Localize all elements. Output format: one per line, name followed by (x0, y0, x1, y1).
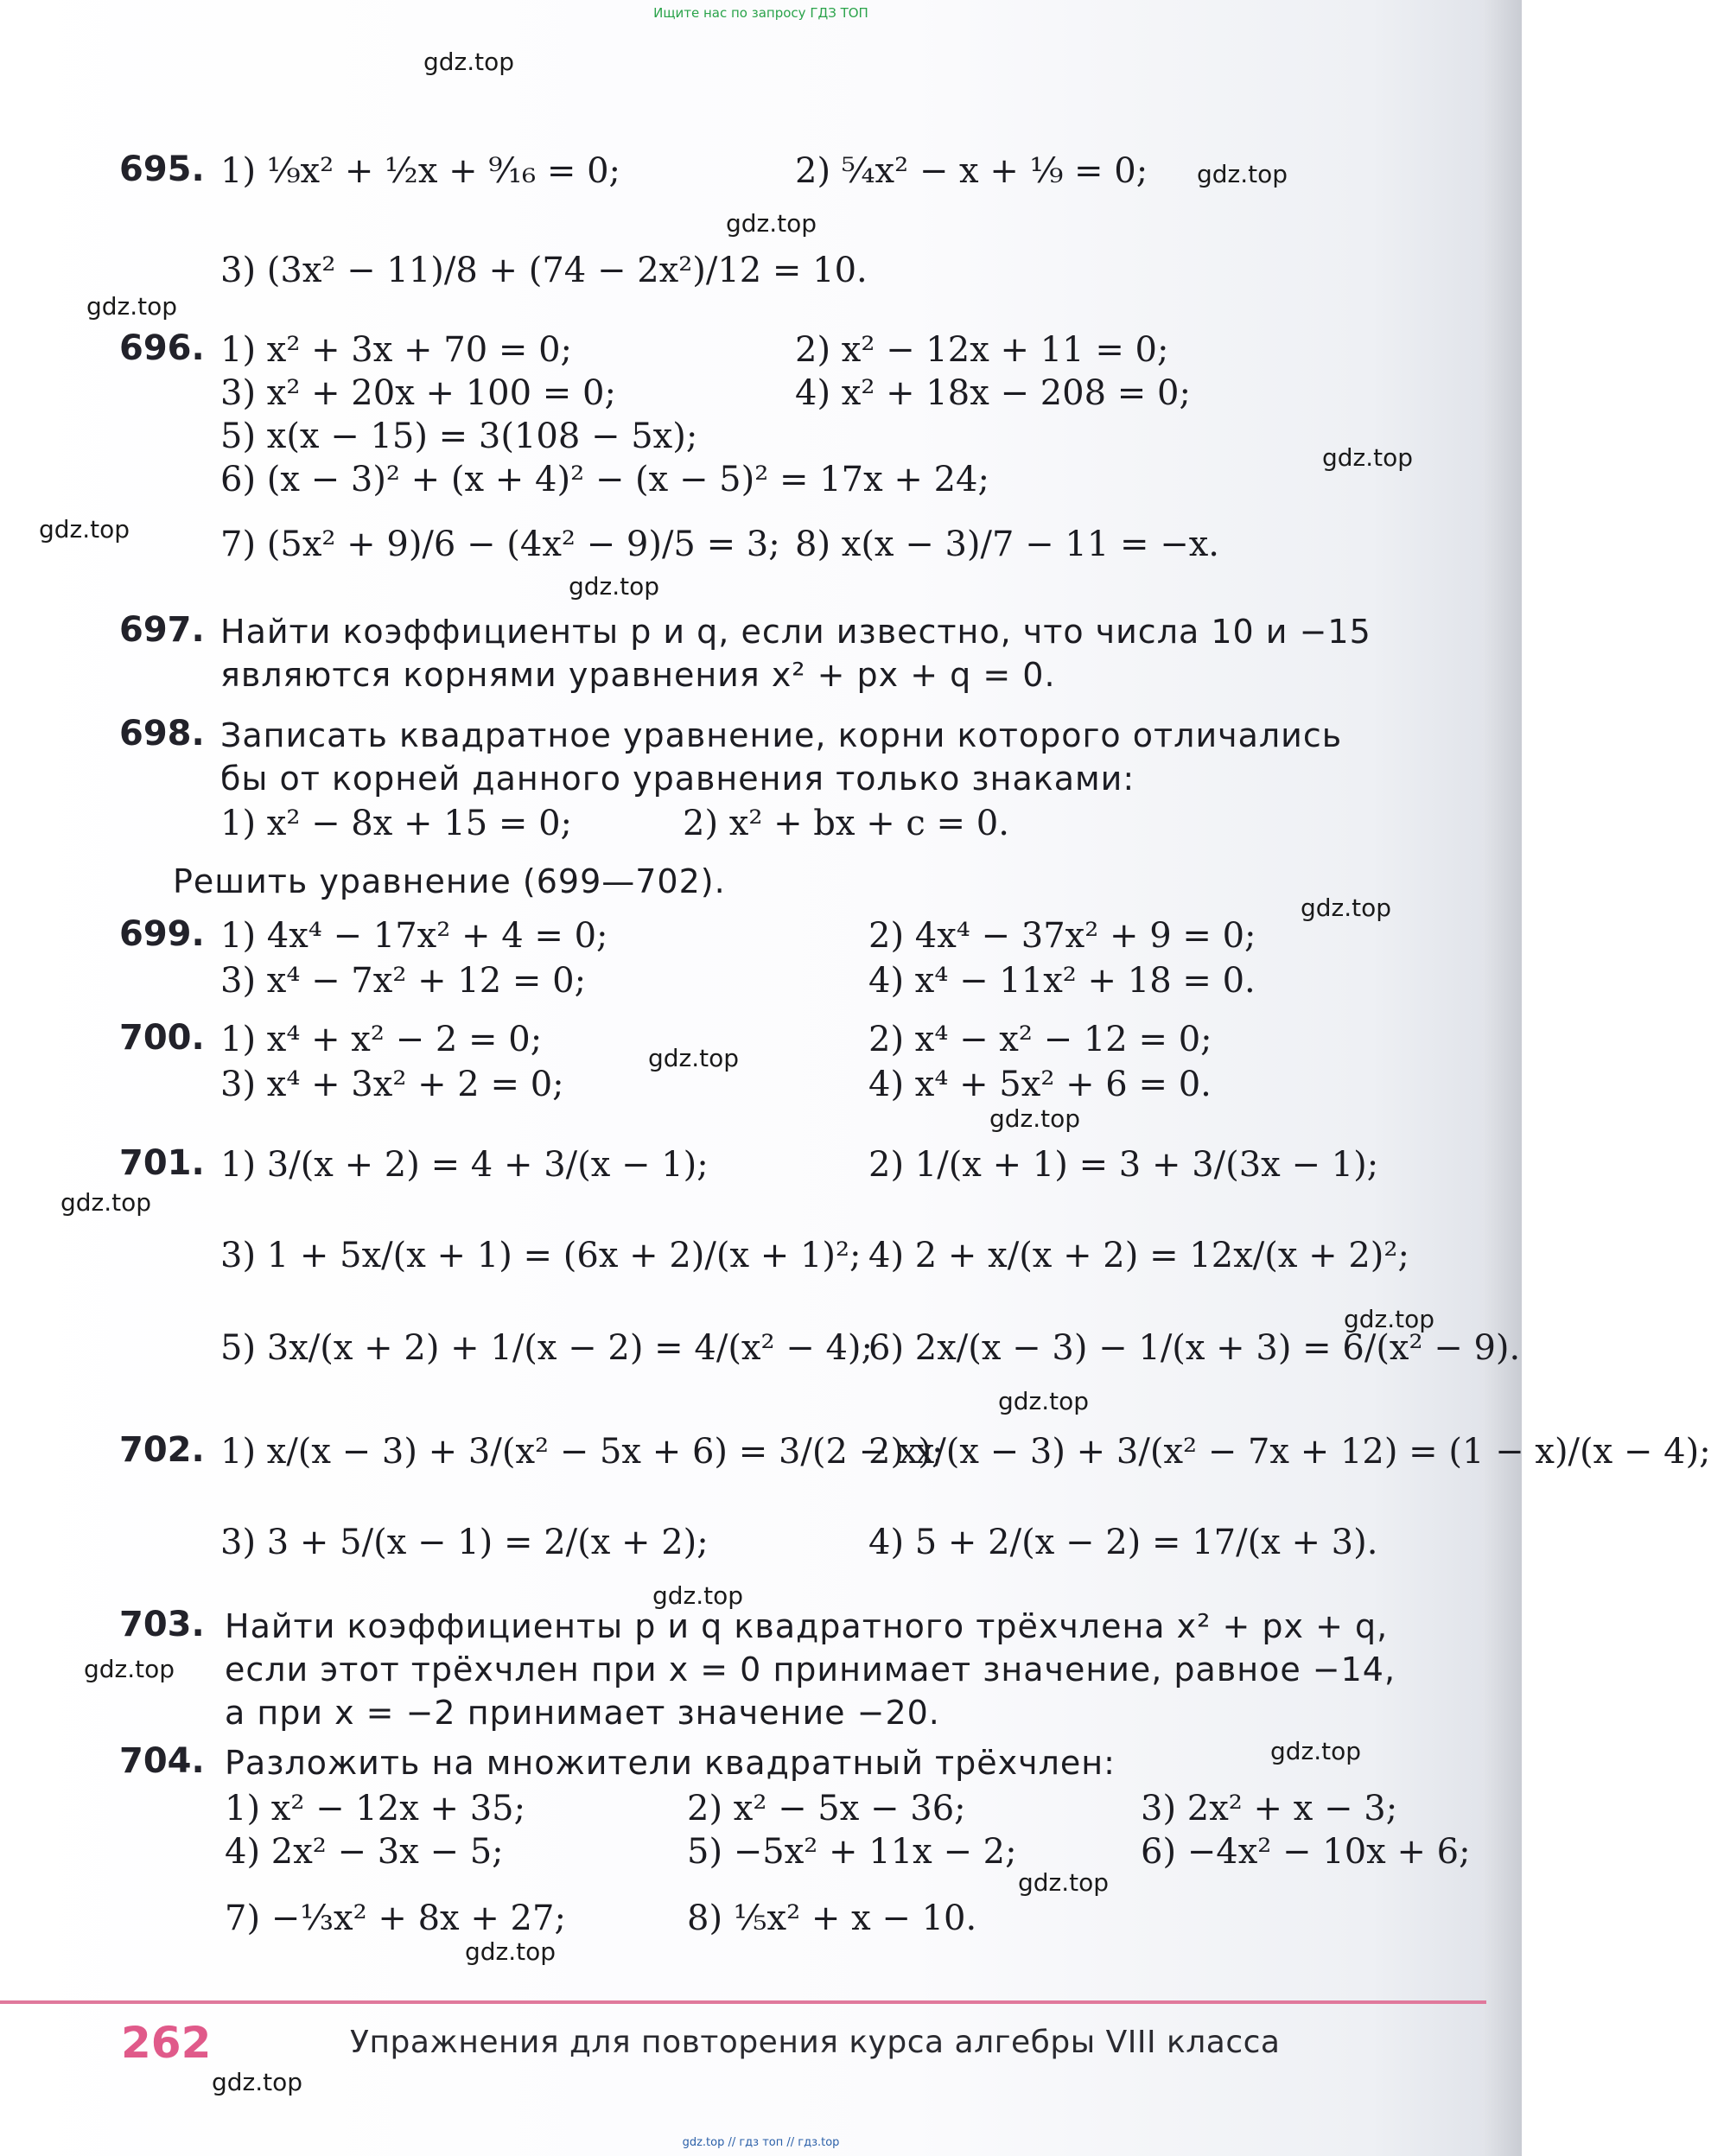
exercise-number: 703. (119, 1605, 205, 1644)
equation: 6) −4x² − 10x + 6; (1141, 1832, 1471, 1872)
watermark: gdz.top (989, 1104, 1081, 1133)
problem-text: а при x = −2 принимает значение −20. (225, 1694, 940, 1732)
exercise-number: 701. (119, 1143, 205, 1183)
watermark: gdz.top (726, 209, 817, 238)
watermark: gdz.top (423, 48, 515, 76)
problem-text: бы от корней данного уравнения только знаками: (220, 760, 1135, 798)
equation: 4) 5 + 2/(x − 2) = 17/(x + 3). (868, 1523, 1378, 1562)
equation: 5) −5x² + 11x − 2; (687, 1832, 1017, 1872)
watermark: gdz.top (1197, 160, 1288, 188)
equation: 1) 3/(x + 2) = 4 + 3/(x − 1); (220, 1145, 709, 1185)
watermark: gdz.top (1270, 1737, 1362, 1765)
watermark: gdz.top (1322, 443, 1414, 472)
equation: 1) x² − 12x + 35; (225, 1789, 526, 1828)
equation: 3) x⁴ − 7x² + 12 = 0; (220, 961, 587, 1001)
watermark: gdz.top (652, 1581, 744, 1610)
equation: 5) 3x/(x + 2) + 1/(x − 2) = 4/(x² − 4); (220, 1328, 873, 1368)
watermark: gdz.top (1344, 1305, 1435, 1333)
page-edge-shadow (1482, 0, 1522, 2156)
page-number: 262 (121, 2018, 212, 2068)
equation: 6) (x − 3)² + (x + 4)² − (x − 5)² = 17x + 24; (220, 460, 989, 499)
equation: 2) x² + bx + c = 0. (683, 804, 1009, 843)
header-notice: Ищите нас по запросу ГДЗ ТОП (653, 5, 868, 21)
equation: 7) −⅓x² + 8x + 27; (225, 1898, 566, 1938)
watermark: gdz.top (1301, 894, 1392, 922)
equation: 3) x² + 20x + 100 = 0; (220, 373, 616, 413)
exercise-number: 704. (119, 1741, 205, 1781)
watermark: gdz.top (1018, 1868, 1110, 1897)
footer-rule (0, 2000, 1486, 2004)
equation: 2) x⁴ − x² − 12 = 0; (868, 1020, 1212, 1059)
exercise-number: 695. (119, 149, 205, 189)
watermark: gdz.top (60, 1188, 152, 1217)
problem-text: Разложить на множители квадратный трёхчлен: (225, 1744, 1116, 1782)
equation: 1) ¹⁄₉x² + ½x + ⁹⁄₁₆ = 0; (220, 151, 620, 191)
equation: 8) ⅕x² + x − 10. (687, 1898, 977, 1938)
problem-text: Найти коэффициенты p и q, если известно, что числа 10 и −15 (220, 613, 1371, 651)
equation: 3) (3x² − 11)/8 + (74 − 2x²)/12 = 10. (220, 251, 868, 290)
watermark: gdz.top (212, 2068, 303, 2096)
equation: 1) x/(x − 3) + 3/(x² − 5x + 6) = 3/(2 − x); (220, 1432, 944, 1472)
watermark: gdz.top (84, 1655, 175, 1683)
equation: 4) 2x² − 3x − 5; (225, 1832, 504, 1872)
problem-text: Записать квадратное уравнение, корни которого отличались (220, 716, 1343, 754)
footer-notice: gdz.top // гдз топ // гдз.top (682, 2136, 840, 2149)
equation: 4) x⁴ − 11x² + 18 = 0. (868, 961, 1256, 1001)
equation: 5) x(x − 15) = 3(108 − 5x); (220, 417, 698, 456)
problem-text: являются корнями уравнения x² + px + q = 0. (220, 656, 1056, 694)
equation: 3) 1 + 5x/(x + 1) = (6x + 2)/(x + 1)²; (220, 1236, 862, 1275)
exercise-number: 696. (119, 328, 205, 368)
equation: 4) x⁴ + 5x² + 6 = 0. (868, 1065, 1212, 1104)
watermark: gdz.top (86, 292, 178, 321)
exercise-number: 700. (119, 1018, 205, 1058)
equation: 6) 2x/(x − 3) − 1/(x + 3) = 6/(x² − 9). (868, 1328, 1521, 1368)
problem-text: Найти коэффициенты p и q квадратного трёхчлена x² + px + q, (225, 1607, 1389, 1645)
equation: 3) 2x² + x − 3; (1141, 1789, 1398, 1828)
watermark: gdz.top (465, 1937, 557, 1966)
equation: 2) 1/(x + 1) = 3 + 3/(3x − 1); (868, 1145, 1379, 1185)
exercise-number: 697. (119, 610, 205, 650)
problem-text: если этот трёхчлен при x = 0 принимает значение, равное −14, (225, 1650, 1396, 1689)
watermark: gdz.top (39, 515, 130, 544)
running-footer-title: Упражнения для повторения курса алгебры VIII класса (350, 2025, 1281, 2060)
exercise-number: 699. (119, 914, 205, 954)
exercise-number: 702. (119, 1430, 205, 1470)
watermark: gdz.top (998, 1387, 1090, 1415)
equation: 4) 2 + x/(x + 2) = 12x/(x + 2)²; (868, 1236, 1409, 1275)
equation: 2) x/(x − 3) + 3/(x² − 7x + 12) = (1 − x)/(x − 4); (868, 1432, 1711, 1472)
section-heading: Решить уравнение (699—702). (173, 862, 726, 900)
watermark: gdz.top (648, 1044, 740, 1072)
equation: 4) x² + 18x − 208 = 0; (795, 373, 1191, 413)
watermark: gdz.top (569, 572, 660, 601)
equation: 2) x² − 5x − 36; (687, 1789, 966, 1828)
equation: 1) x² − 8x + 15 = 0; (220, 804, 573, 843)
equation: 8) x(x − 3)/7 − 11 = −x. (795, 525, 1219, 564)
equation: 1) 4x⁴ − 17x² + 4 = 0; (220, 916, 608, 956)
exercise-number: 698. (119, 714, 205, 754)
equation: 1) x⁴ + x² − 2 = 0; (220, 1020, 543, 1059)
equation: 2) 4x⁴ − 37x² + 9 = 0; (868, 916, 1256, 956)
equation: 3) x⁴ + 3x² + 2 = 0; (220, 1065, 564, 1104)
equation: 2) x² − 12x + 11 = 0; (795, 330, 1169, 370)
equation: 1) x² + 3x + 70 = 0; (220, 330, 573, 370)
equation: 2) ⁵⁄₄x² − x + ¹⁄₉ = 0; (795, 151, 1148, 191)
equation: 3) 3 + 5/(x − 1) = 2/(x + 2); (220, 1523, 709, 1562)
equation: 7) (5x² + 9)/6 − (4x² − 9)/5 = 3; (220, 525, 780, 564)
